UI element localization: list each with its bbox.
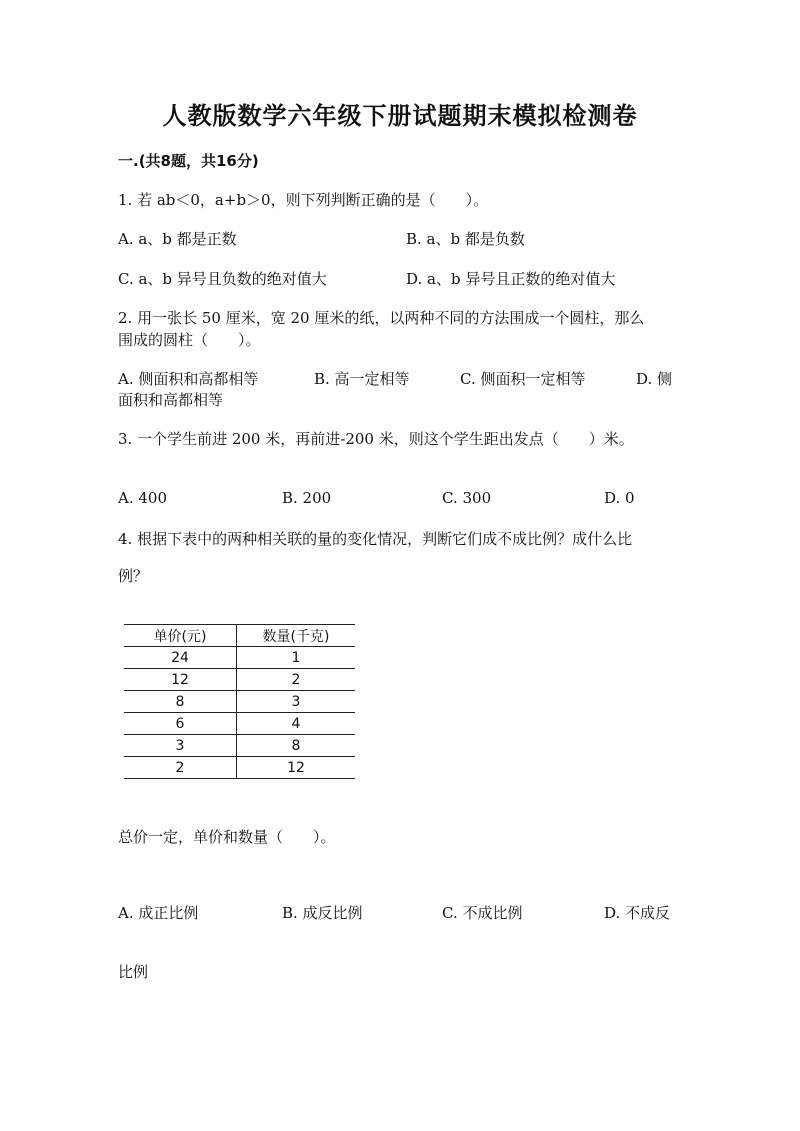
table-cell: 12: [237, 757, 356, 779]
table-row: [124, 647, 355, 669]
question-2-text-line1: 2. 用一张长 50 厘米，宽 20 厘米的纸，以两种不同的方法围成一个圆柱，那么: [118, 309, 645, 327]
question-1-option-a: A. a、b 都是正数: [118, 230, 237, 248]
question-3-option-a: A. 400: [118, 489, 167, 507]
question-1-option-b: B. a、b 都是负数: [406, 230, 525, 248]
question-2-option-d-continued: 面积和高都相等: [118, 391, 224, 409]
table-row: [124, 669, 355, 691]
question-2-option-b: B. 高一定相等: [314, 370, 410, 388]
question-4-option-d-continued: 比例: [118, 963, 149, 981]
question-3-option-d: D. 0: [604, 489, 635, 507]
question-4-text-line1: 4. 根据下表中的两种相关联的量的变化情况，判断它们成不成比例？成什么比: [118, 530, 633, 548]
table-cell: 3: [124, 735, 237, 757]
table-row: [124, 691, 355, 713]
question-2-option-c: C. 侧面积一定相等: [460, 370, 586, 388]
table-row: [124, 713, 355, 735]
table-cell: 24: [124, 647, 237, 669]
page-title: 人教版数学六年级下册试题期末模拟检测卷: [162, 102, 638, 130]
question-2-option-a: A. 侧面积和高都相等: [118, 370, 259, 388]
table-header-cell: 单价(元): [124, 625, 237, 647]
table-cell: 8: [124, 691, 237, 713]
question-4-stem: 总价一定，单价和数量（ ）。: [118, 828, 336, 846]
question-1-option-c: C. a、b 异号且负数的绝对值大: [118, 270, 327, 288]
table-cell: 2: [237, 669, 356, 691]
question-4-option-b: B. 成反比例: [282, 904, 363, 922]
question-1-option-d: D. a、b 异号且正数的绝对值大: [406, 270, 616, 288]
question-2-option-d: D. 侧: [636, 370, 673, 388]
table-row: [124, 735, 355, 757]
question-2-text-line2: 围成的圆柱（ ）。: [118, 331, 261, 349]
price-quantity-table: [124, 624, 355, 779]
question-3-option-b: B. 200: [282, 489, 332, 507]
table-cell: 2: [124, 757, 237, 779]
question-4-text-line2: 例？: [118, 567, 149, 585]
question-3-option-c: C. 300: [442, 489, 492, 507]
question-3-text: 3. 一个学生前进 200 米，再前进-200 米，则这个学生距出发点（ ）米。: [118, 430, 634, 448]
section-heading: 一.(共8题，共16分): [118, 152, 259, 170]
question-1-text: 1. 若 ab＜0，a+b＞0，则下列判断正确的是（ ）。: [118, 191, 489, 209]
question-4-option-c: C. 不成比例: [442, 904, 523, 922]
table-row: [124, 757, 355, 779]
question-4-option-a: A. 成正比例: [118, 904, 199, 922]
table-cell: 3: [237, 691, 356, 713]
table-header-row: [124, 625, 355, 647]
table-cell: 6: [124, 713, 237, 735]
table-header-cell: 数量(千克): [237, 625, 356, 647]
table-cell: 1: [237, 647, 356, 669]
table-cell: 12: [124, 669, 237, 691]
table-cell: 4: [237, 713, 356, 735]
table-cell: 8: [237, 735, 356, 757]
question-4-option-d: D. 不成反: [604, 904, 671, 922]
